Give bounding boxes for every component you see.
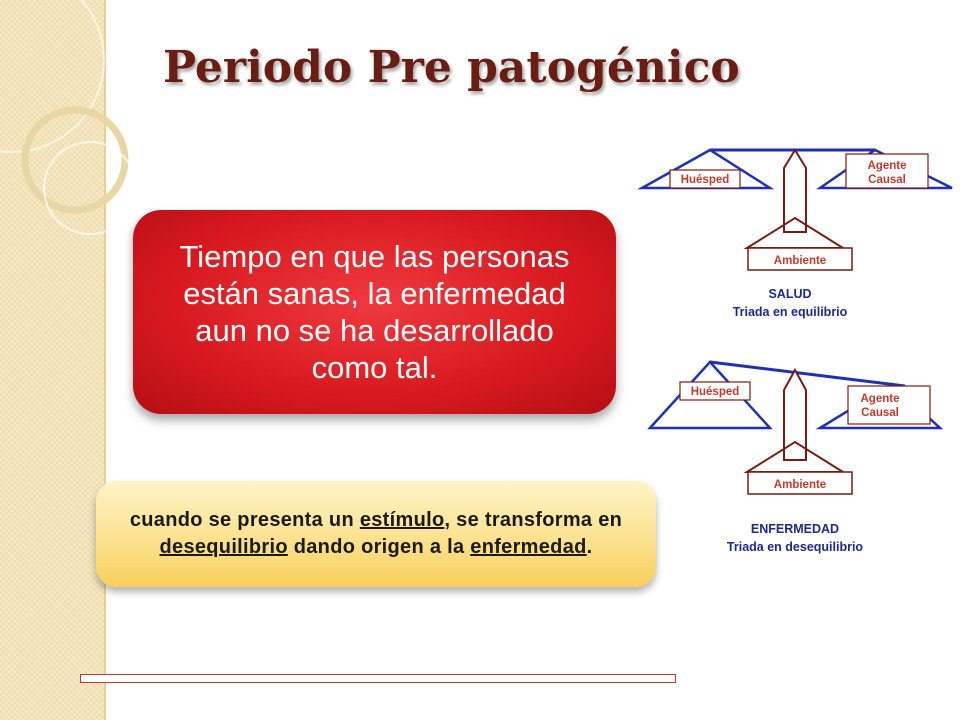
triad-diagram: [630, 140, 960, 570]
health-caption-subtitle: Triada en equilibrio: [732, 305, 848, 319]
health-environment-label: Ambiente: [773, 255, 827, 267]
disease-caption-subtitle: Triada en desequilibrio: [726, 540, 864, 554]
note-part-4: .: [586, 536, 593, 558]
disease-caption-title: ENFERMEDAD: [750, 522, 840, 536]
health-triad: [642, 150, 952, 319]
note-link-estimulo: estímulo: [359, 509, 445, 531]
health-caption-title: SALUD: [768, 287, 812, 301]
disease-environment-label: Ambiente: [773, 479, 827, 491]
note-text: [102, 507, 650, 561]
definition-box: [133, 210, 616, 414]
footer-bar: [80, 674, 676, 683]
health-agent-label-1: Agente: [867, 160, 907, 172]
note-link-enfermedad: enfermedad: [470, 536, 587, 558]
definition-text: Tiempo en que las personas están sanas, la enfermedad aun no se ha desarrollado como tal.: [179, 239, 570, 385]
disease-host-label: Huésped: [690, 386, 740, 398]
disease-agent-label-1: Agente: [860, 393, 900, 405]
disease-triad: [650, 362, 940, 554]
note-part-1: cuando se presenta un: [129, 509, 360, 531]
note-part-3: dando origen a la: [287, 536, 471, 558]
slide-title: Periodo Pre patogénico: [163, 42, 740, 93]
note-part-2: , se transforma en: [444, 509, 623, 531]
health-agent-label-2: Causal: [868, 174, 906, 186]
note-box: [96, 481, 656, 587]
disease-agent-label-2: Causal: [861, 407, 899, 419]
decorative-circles: [0, 0, 140, 260]
health-host-label: Huésped: [680, 174, 730, 186]
note-link-desequilibrio: desequilibrio: [159, 536, 288, 558]
health-pillar: [784, 150, 806, 232]
